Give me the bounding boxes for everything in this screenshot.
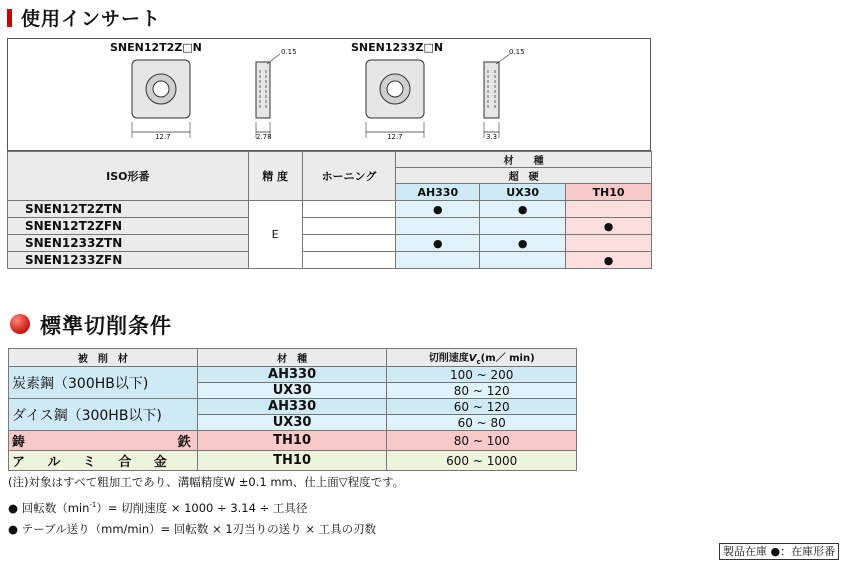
mark-cell [396, 218, 480, 235]
insert-chamfer-dim-1: 0.15 [281, 48, 297, 56]
table-row [9, 451, 577, 471]
mark-cell [566, 201, 652, 218]
speed-cell: 60 ~ 120 [387, 399, 577, 415]
mark-cell: ● [480, 235, 566, 252]
grade-cell: UX30 [197, 383, 387, 399]
section-marker [7, 9, 12, 27]
speed-cell: 600 ~ 1000 [387, 451, 577, 471]
honing-cell [302, 235, 396, 252]
insert-chamfer-dim-2: 0.15 [509, 48, 525, 56]
stock-legend: 製品在庫 ●：在庫形番 [719, 543, 839, 560]
workpiece-cell-cast-iron: 鋳 鉄 [9, 431, 198, 451]
header-carbide: 超 硬 [396, 168, 652, 184]
iso-cell: SNEN1233ZTN [8, 235, 249, 252]
table-row [8, 218, 652, 235]
header-grade-th10: TH10 [566, 184, 652, 201]
mark-cell [480, 252, 566, 269]
honing-cell [302, 201, 396, 218]
cutting-conditions-table [8, 348, 577, 471]
mark-cell [396, 252, 480, 269]
honing-cell [302, 252, 396, 269]
workpiece-cell: ダイス鋼（300HB以下) [9, 399, 198, 431]
speed-cell: 80 ~ 120 [387, 383, 577, 399]
grade-cell: AH330 [197, 367, 387, 383]
mark-cell [566, 235, 652, 252]
insert-width-dim-1: 12.7 [155, 133, 171, 141]
table-row [8, 235, 652, 252]
table-row [8, 252, 652, 269]
speed-cell: 60 ~ 80 [387, 415, 577, 431]
honing-cell [302, 218, 396, 235]
iso-cell: SNEN12T2ZFN [8, 218, 249, 235]
insert-table [7, 151, 652, 269]
header-material: 材 種 [396, 152, 652, 168]
section-ball-icon [10, 314, 30, 334]
insert-name-1: SNEN12T2Z□N [110, 41, 202, 54]
section-title-inserts: 使用インサート [21, 8, 162, 30]
insert-drawing-2 [354, 52, 554, 148]
table-row [9, 399, 577, 415]
header-honing: ホーニング [302, 152, 396, 201]
mark-cell: ● [396, 201, 480, 218]
grade-cell: AH330 [197, 399, 387, 415]
speed-cell: 80 ~ 100 [387, 431, 577, 451]
header-iso: ISO形番 [8, 152, 249, 201]
mark-cell: ● [396, 235, 480, 252]
iso-cell: SNEN12T2ZTN [8, 201, 249, 218]
insert-width-dim-2: 12.7 [387, 133, 403, 141]
insert-drawing-panel [7, 38, 651, 151]
header-speed: 切削速度$V_c(m/$ min) [387, 349, 577, 367]
insert-drawing-1 [120, 52, 320, 148]
workpiece-cell-aluminum: ア ル ミ 合 金 [9, 451, 198, 471]
header-workpiece: 被 削 材 [9, 349, 198, 367]
insert-side-view [256, 62, 270, 118]
table-row [9, 431, 577, 451]
mark-cell [480, 218, 566, 235]
insert-name-2: SNEN1233Z□N [351, 41, 444, 54]
section-title-cutting: 標準切削条件 [40, 314, 172, 338]
insert-thickness-dim-1: 2.78 [256, 133, 272, 141]
mark-cell: ● [480, 201, 566, 218]
precision-cell: E [248, 201, 302, 269]
table-row [9, 367, 577, 383]
note-text: (注)対象はすべて粗加工であり、溝幅精度W ±0.1 mm、仕上面▽程度です。 [8, 475, 405, 489]
insert-side-view [484, 62, 499, 118]
insert-hole [153, 81, 169, 97]
formula-table-feed: ● テーブル送り（mm/min）= 回転数 × 1刃当りの送り × 工具の刃数 [8, 522, 377, 536]
speed-cell: 100 ~ 200 [387, 367, 577, 383]
iso-cell: SNEN1233ZFN [8, 252, 249, 269]
mark-cell: ● [566, 252, 652, 269]
insert-thickness-dim-2: 3.3 [486, 133, 498, 141]
grade-cell: TH10 [197, 431, 387, 451]
header-grade-ux30: UX30 [480, 184, 566, 201]
table-row [8, 201, 652, 218]
header-grade: 材 種 [197, 349, 387, 367]
header-precision: 精 度 [248, 152, 302, 201]
workpiece-cell: 炭素鋼（300HB以下) [9, 367, 198, 399]
insert-hole [387, 81, 403, 97]
grade-cell: TH10 [197, 451, 387, 471]
mark-cell: ● [566, 218, 652, 235]
formula-rpm: ● 回転数$(\min^{-1})=$ 切削速度 × 1000 ÷ 3.14 ÷ 工具径 [8, 501, 308, 515]
header-grade-ah330: AH330 [396, 184, 480, 201]
grade-cell: UX30 [197, 415, 387, 431]
